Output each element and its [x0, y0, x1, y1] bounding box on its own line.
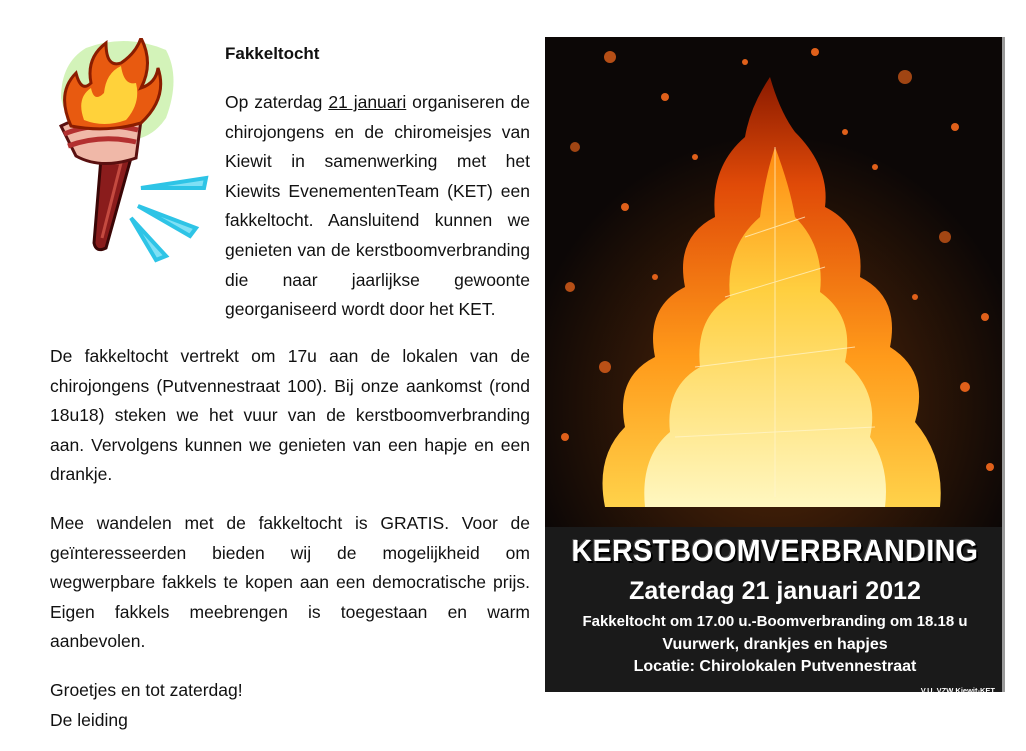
intro-text-start: Op zaterdag: [225, 92, 329, 112]
event-poster: [545, 37, 1005, 692]
intro-paragraph: [50, 88, 530, 325]
intro-text-rest: organiseren de chirojongens en de chiromeisjes van Kiewit in samenwerking met het Kiewits EvenementenTeam (KET) een fakkeltocht. Aansluitend kunnen we genieten van de kerstboomverbranding die naar jaarlijkse gewoonte georganiseerd wordt door het KET.: [225, 92, 530, 320]
article-title: Fakkeltocht: [225, 44, 320, 63]
closing-signature: De leiding: [50, 709, 128, 730]
departure-paragraph: De fakkeltocht vertrekt om 17u aan de lokalen van de chirojongens (Putvennestraat 100). Bij onze aankomst (rond 18u18) steken we het vuur van de kerstboomverbranding aan. Vervolgens kunnen we genieten van een hapje en een drankje.: [50, 346, 530, 485]
poster-extras: Vuurwerk, drankjes en hapjes: [662, 636, 888, 653]
bonfire-image: [545, 37, 1005, 527]
closing-greeting: Groetjes en tot zaterdag!: [50, 680, 243, 700]
poster-info-panel: [545, 527, 1005, 692]
closing: [50, 676, 530, 735]
event-date-link: 21 januari: [328, 92, 407, 112]
poster-headline: KERSTBOOMVERBRANDING: [571, 533, 979, 568]
torch-info-paragraph: Mee wandelen met de fakkeltocht is GRATIS. Voor de geïnteresseerden bieden wij de mogelijkheid om wegwerpbare fakkels te kopen aan een democratische prijs. Eigen fakkels meebrengen is toegestaan en warm aanbevolen.: [50, 513, 530, 652]
poster-location: Locatie: Chirolokalen Putvennestraat: [633, 658, 917, 675]
poster-publisher: V.U. VZW Kiewit-KET: [920, 686, 995, 692]
poster-date: Zaterdag 21 januari 2012: [629, 577, 921, 605]
poster-schedule: Fakkeltocht om 17.00 u.-Boomverbranding om 18.18 u: [582, 613, 968, 630]
